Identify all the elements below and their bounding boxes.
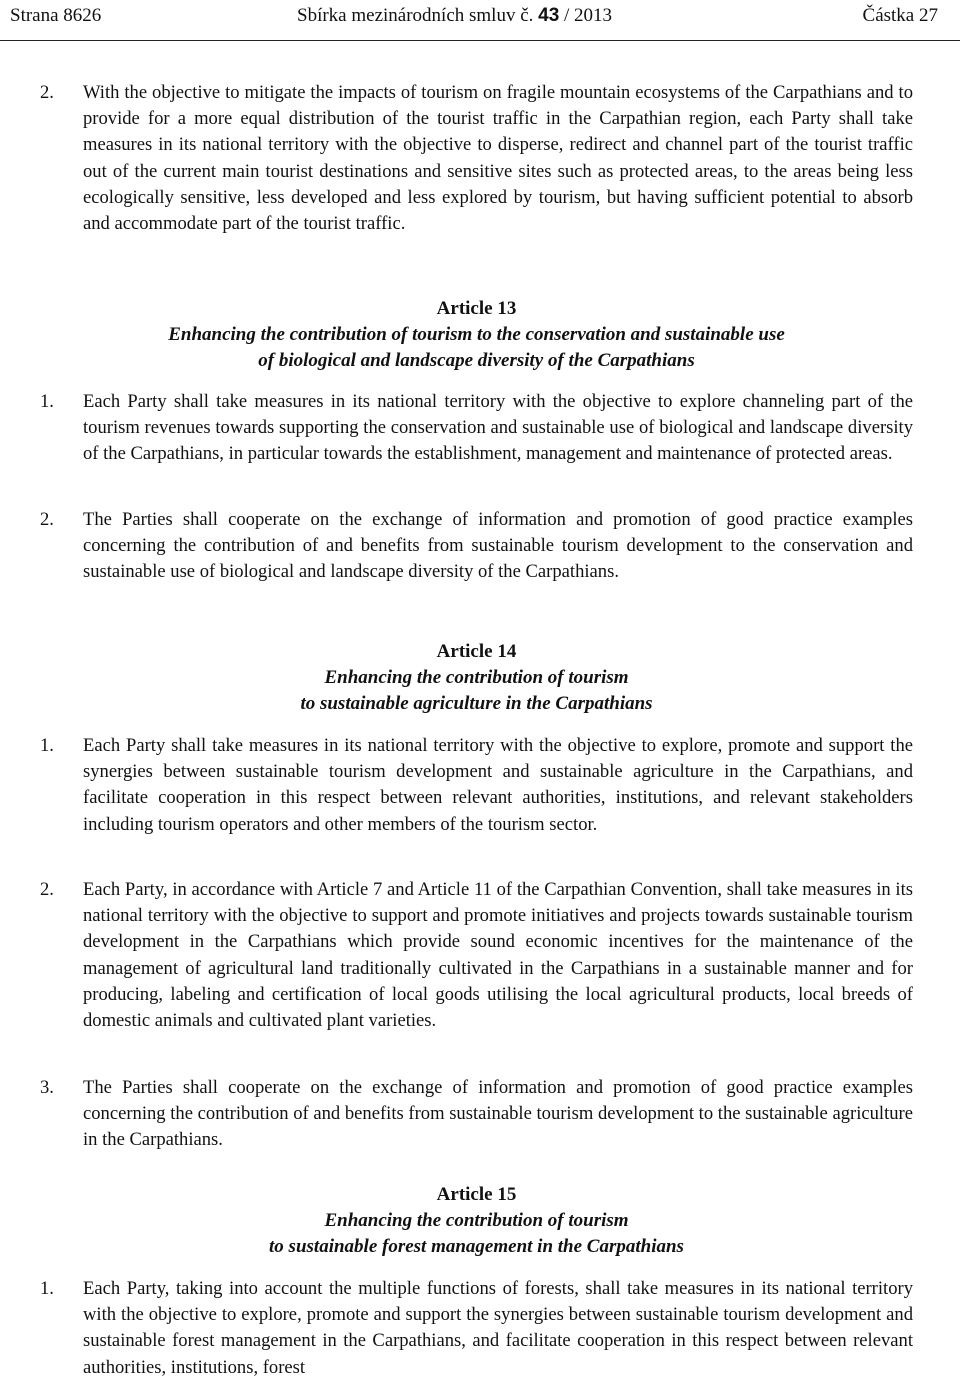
paragraph-text: Each Party, in accordance with Article 7 and Article 11 of the Carpathian Convention, shall take measures in its national territory with the objective to support and promote initiatives and projects towards sustainable tourism development in the Carpathians which provide sound economic incentives for the maintenance of the management of agricultural land traditionally cultivated in the Carpathians in a sustainable manner and for producing, labeling and certification of local goods utilising the local agricultural products, local breeds of domestic animals and cultivated plant varieties. xyxy=(83,879,913,1032)
article-title: Article 14 xyxy=(436,641,517,662)
paragraph-text: Each Party, taking into account the multiple functions of forests, shall take measures in its national territory with the objective to explore, promote and support the synergies between sustainable tourism development and sustainable forest management in the Carpathians, and facilitate cooperation in this respect between relevant authorities, institutions, forest xyxy=(83,1278,913,1378)
paragraph-number: 2. xyxy=(40,879,54,900)
paragraph-number: 2. xyxy=(40,509,54,530)
paragraph-number: 3. xyxy=(40,1077,54,1098)
article-subtitle-line1: Enhancing the contribution of tourism xyxy=(324,1210,629,1231)
paragraph-2 xyxy=(40,80,913,237)
paragraph-text: Each Party shall take measures in its national territory with the objective to explore channeling part of the tourism revenues towards supporting the conservation and sustainable use of biological and landscape diversity of the Carpathians, in particular towards the establishment, management and maintenance of protected areas. xyxy=(83,391,913,465)
paragraph-text: With the objective to mitigate the impacts of tourism on fragile mountain ecosystems of the Carpathians and to provide for a more equal distribution of the tourist traffic in the Carpathian region, each Party shall take measures in its national territory with the objective to disperse, redirect and channel part of the tourist traffic out of the current main tourist destinations and sensitive sites such as protected areas, to the areas being less ecologically sensitive, less developed and less explored by tourism, but having sufficient potential to absorb and accommodate part of the tourist traffic. xyxy=(83,82,913,235)
article-13-paragraph-1 xyxy=(40,389,913,468)
article-14-paragraph-2 xyxy=(40,877,913,1034)
article-subtitle-line2: of biological and landscape diversity of the Carpathians xyxy=(258,350,695,371)
paragraph-text: The Parties shall cooperate on the exchange of information and promotion of good practice examples concerning the contribution of and benefits from sustainable tourism development to the conservation and sustainable use of biological and landscape diversity of the Carpathians. xyxy=(83,509,913,583)
article-title: Article 13 xyxy=(436,298,517,319)
article-14-paragraph-3 xyxy=(40,1075,913,1154)
issue-number: Částka 27 xyxy=(862,5,938,26)
article-15-paragraph-1 xyxy=(40,1276,913,1381)
paragraph-number: 2. xyxy=(40,82,54,103)
article-13-heading xyxy=(40,296,913,374)
article-subtitle-line2: to sustainable agriculture in the Carpathians xyxy=(300,693,653,714)
article-subtitle-line1: Enhancing the contribution of tourism to the conservation and sustainable use xyxy=(168,324,785,345)
article-14-heading xyxy=(40,639,913,717)
paragraph-text: The Parties shall cooperate on the exchange of information and promotion of good practice examples concerning the contribution of and benefits from sustainable tourism development to the sustainable agriculture in the Carpathians. xyxy=(83,1077,913,1151)
article-title: Article 15 xyxy=(436,1184,517,1205)
paragraph-number: 1. xyxy=(40,391,54,412)
collection-prefix: Sbírka mezinárodních smluv č. xyxy=(297,5,534,26)
article-14-paragraph-1 xyxy=(40,733,913,838)
collection-year: / 2013 xyxy=(559,5,613,26)
article-13-paragraph-2 xyxy=(40,507,913,586)
collection-title xyxy=(297,5,612,27)
paragraph-number: 1. xyxy=(40,1278,54,1299)
article-subtitle-line2: to sustainable forest management in the Carpathians xyxy=(269,1236,684,1257)
page-number: Strana 8626 xyxy=(10,5,102,26)
collection-number: 43 xyxy=(538,5,560,26)
article-subtitle-line1: Enhancing the contribution of tourism xyxy=(324,667,629,688)
page-header xyxy=(0,0,960,41)
article-15-heading xyxy=(40,1182,913,1260)
paragraph-number: 1. xyxy=(40,735,54,756)
paragraph-text: Each Party shall take measures in its national territory with the objective to explore, promote and support the synergies between sustainable tourism development and sustainable agriculture in the Carpathians, and facilitate cooperation in this respect between relevant authorities, institutions, and relevant stakeholders including tourism operators and other members of the tourism sector. xyxy=(83,735,913,835)
